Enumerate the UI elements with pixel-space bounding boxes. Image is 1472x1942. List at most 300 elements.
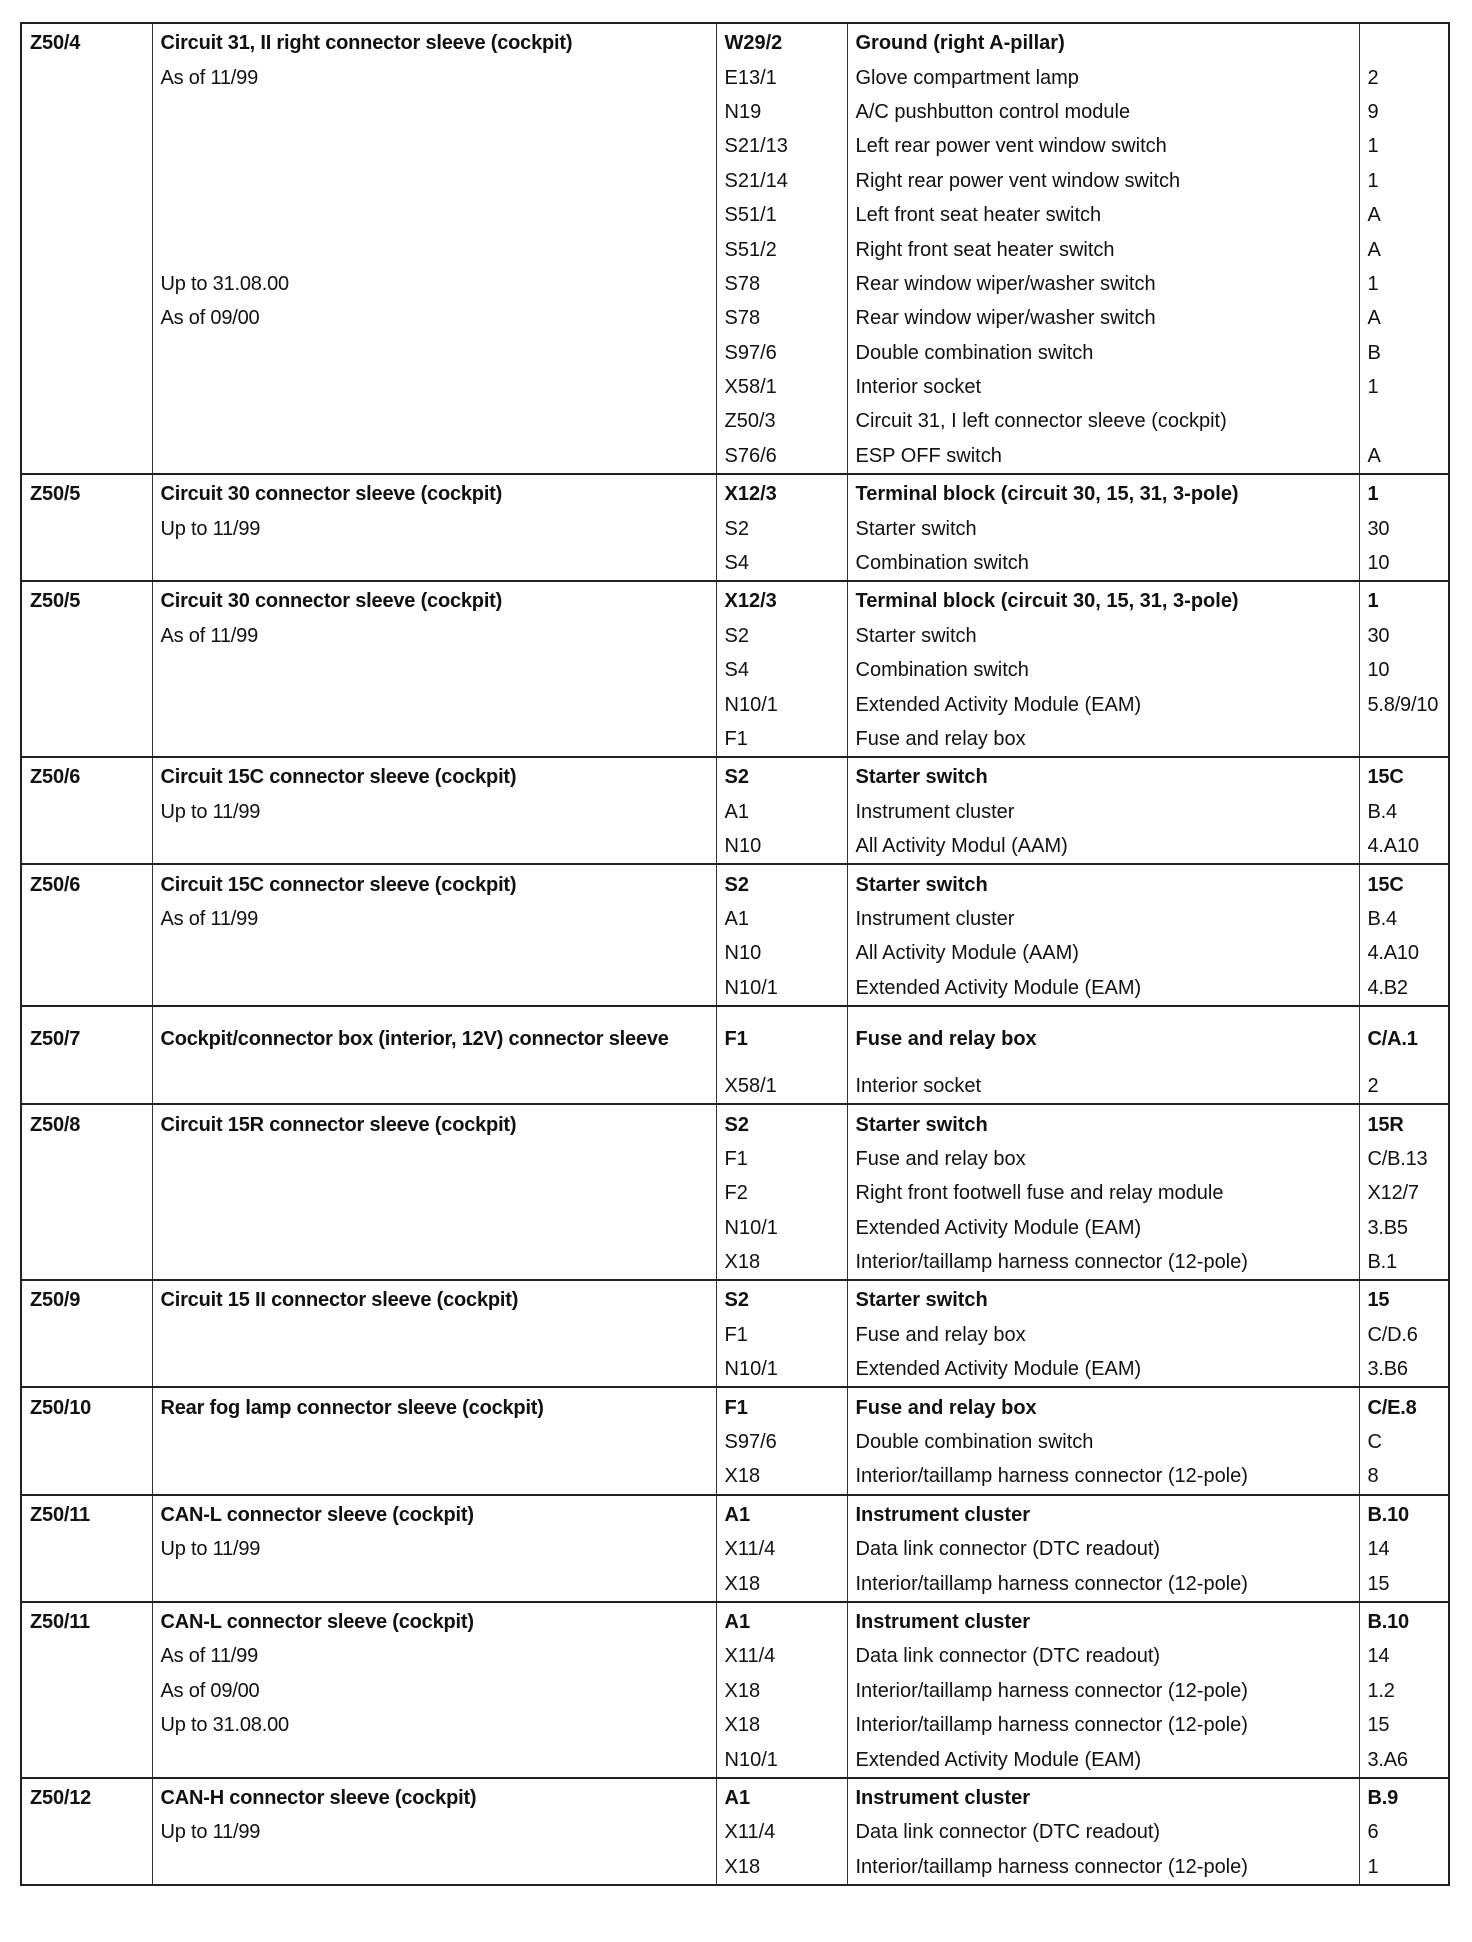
connected-name-cell: Interior socket [847, 1069, 1359, 1104]
group-header-row [21, 581, 1449, 618]
pin-cell: 30 [1359, 511, 1449, 545]
version-note-cell [152, 936, 716, 970]
pin-cell [1359, 722, 1449, 757]
component-id-cell: Z50/5 [21, 474, 152, 511]
version-note-cell [152, 1566, 716, 1601]
version-note-cell [152, 687, 716, 721]
connected-code-cell: S51/1 [716, 198, 847, 232]
version-note-cell [152, 1352, 716, 1387]
table-row [21, 267, 1449, 301]
component-id-cell [21, 511, 152, 545]
connected-name-cell: Interior/taillamp harness connector (12-pole) [847, 1674, 1359, 1708]
connected-code-cell: S4 [716, 546, 847, 581]
connected-code-cell: X12/3 [716, 474, 847, 511]
pin-cell: A [1359, 439, 1449, 474]
component-id-cell [21, 404, 152, 438]
connected-code-cell: S2 [716, 1280, 847, 1317]
table-row [21, 1176, 1449, 1210]
sleeve-description-cell: Circuit 15R connector sleeve (cockpit) [152, 1104, 716, 1141]
pin-cell: 4.A10 [1359, 936, 1449, 970]
table-row [21, 936, 1449, 970]
version-note-cell [152, 370, 716, 404]
sleeve-description-cell: Circuit 15C connector sleeve (cockpit) [152, 864, 716, 901]
connected-name-cell: Ground (right A-pillar) [847, 23, 1359, 60]
pin-cell: 15 [1359, 1566, 1449, 1601]
component-id-cell [21, 619, 152, 653]
component-group [21, 1495, 1449, 1602]
pin-cell: 4.B2 [1359, 971, 1449, 1006]
component-group [21, 1006, 1449, 1104]
connected-code-cell: X18 [716, 1708, 847, 1742]
connected-name-cell: Data link connector (DTC readout) [847, 1815, 1359, 1849]
version-note-cell [152, 1069, 716, 1104]
table-row [21, 336, 1449, 370]
version-note-cell [152, 232, 716, 266]
connected-code-cell: S4 [716, 653, 847, 687]
connected-name-cell: Rear window wiper/washer switch [847, 267, 1359, 301]
version-note-cell [152, 1176, 716, 1210]
pin-cell: 10 [1359, 653, 1449, 687]
table-row [21, 439, 1449, 474]
connected-code-cell: X11/4 [716, 1639, 847, 1673]
connected-name-cell: Starter switch [847, 1104, 1359, 1141]
component-id-cell: Z50/6 [21, 864, 152, 901]
connector-sleeve-table [20, 22, 1450, 1886]
connected-name-cell: Double combination switch [847, 336, 1359, 370]
pin-cell: C/B.13 [1359, 1142, 1449, 1176]
connected-name-cell: Data link connector (DTC readout) [847, 1532, 1359, 1566]
sleeve-description-cell: CAN-L connector sleeve (cockpit) [152, 1495, 716, 1532]
sleeve-description-cell: CAN-H connector sleeve (cockpit) [152, 1778, 716, 1815]
connected-code-cell: A1 [716, 902, 847, 936]
pin-cell: 1 [1359, 474, 1449, 511]
version-note-cell [152, 1425, 716, 1459]
version-note-cell [152, 722, 716, 757]
table-row [21, 1069, 1449, 1104]
connected-code-cell: S2 [716, 619, 847, 653]
pin-cell: C/A.1 [1359, 1006, 1449, 1069]
connected-code-cell: X12/3 [716, 581, 847, 618]
component-id-cell [21, 1639, 152, 1673]
table-row [21, 1142, 1449, 1176]
component-id-cell [21, 1708, 152, 1742]
pin-cell: 15 [1359, 1280, 1449, 1317]
pin-cell: A [1359, 232, 1449, 266]
component-id-cell [21, 1742, 152, 1777]
component-id-cell [21, 60, 152, 94]
connected-name-cell: Interior/taillamp harness connector (12-pole) [847, 1850, 1359, 1885]
connected-code-cell: S2 [716, 757, 847, 794]
table-row [21, 370, 1449, 404]
component-id-cell [21, 1532, 152, 1566]
pin-cell [1359, 23, 1449, 60]
connected-name-cell: Interior socket [847, 370, 1359, 404]
component-group [21, 1778, 1449, 1885]
table-row [21, 687, 1449, 721]
connected-code-cell: S97/6 [716, 336, 847, 370]
connected-name-cell: Rear window wiper/washer switch [847, 301, 1359, 335]
sleeve-description-cell: Circuit 15C connector sleeve (cockpit) [152, 757, 716, 794]
component-group [21, 1280, 1449, 1387]
pin-cell: 15C [1359, 864, 1449, 901]
connected-name-cell: Starter switch [847, 757, 1359, 794]
connected-name-cell: Left rear power vent window switch [847, 129, 1359, 163]
table-row [21, 1815, 1449, 1849]
pin-cell: 1 [1359, 370, 1449, 404]
connected-code-cell: N10/1 [716, 1352, 847, 1387]
sleeve-description-cell: Rear fog lamp connector sleeve (cockpit) [152, 1387, 716, 1424]
connected-code-cell: S21/13 [716, 129, 847, 163]
component-id-cell [21, 653, 152, 687]
connected-name-cell: Right rear power vent window switch [847, 164, 1359, 198]
connected-code-cell: S78 [716, 267, 847, 301]
pin-cell: B.9 [1359, 1778, 1449, 1815]
component-id-cell [21, 1425, 152, 1459]
component-id-cell [21, 1245, 152, 1280]
connected-name-cell: Combination switch [847, 653, 1359, 687]
table-row [21, 1318, 1449, 1352]
component-id-cell [21, 439, 152, 474]
component-id-cell [21, 336, 152, 370]
connected-code-cell: S76/6 [716, 439, 847, 474]
connected-code-cell: X58/1 [716, 370, 847, 404]
pin-cell [1359, 404, 1449, 438]
pin-cell: 3.B6 [1359, 1352, 1449, 1387]
component-id-cell [21, 267, 152, 301]
connected-code-cell: F1 [716, 1318, 847, 1352]
connected-code-cell: A1 [716, 1778, 847, 1815]
table-row [21, 164, 1449, 198]
version-note-cell [152, 1245, 716, 1280]
pin-cell: B.10 [1359, 1495, 1449, 1532]
component-id-cell [21, 1352, 152, 1387]
component-id-cell: Z50/11 [21, 1495, 152, 1532]
pin-cell: 10 [1359, 546, 1449, 581]
component-id-cell [21, 370, 152, 404]
pin-cell: B.4 [1359, 902, 1449, 936]
pin-cell: 1 [1359, 164, 1449, 198]
group-header-row [21, 23, 1449, 60]
connected-code-cell: A1 [716, 1495, 847, 1532]
component-id-cell: Z50/7 [21, 1006, 152, 1069]
version-note-cell: As of 11/99 [152, 1639, 716, 1673]
version-note-cell: As of 09/00 [152, 301, 716, 335]
pin-cell: 30 [1359, 619, 1449, 653]
connected-name-cell: Extended Activity Module (EAM) [847, 971, 1359, 1006]
version-note-cell: As of 09/00 [152, 1674, 716, 1708]
group-header-row [21, 474, 1449, 511]
version-note-cell [152, 95, 716, 129]
table-row [21, 619, 1449, 653]
connected-name-cell: Starter switch [847, 619, 1359, 653]
connected-name-cell: Interior/taillamp harness connector (12-pole) [847, 1708, 1359, 1742]
component-id-cell [21, 129, 152, 163]
version-note-cell [152, 129, 716, 163]
table-row [21, 1245, 1449, 1280]
connected-name-cell: Right front seat heater switch [847, 232, 1359, 266]
connected-code-cell: X18 [716, 1459, 847, 1494]
group-header-row [21, 1006, 1449, 1069]
connected-code-cell: E13/1 [716, 60, 847, 94]
table-row [21, 1639, 1449, 1673]
group-header-row [21, 757, 1449, 794]
connected-code-cell: X18 [716, 1245, 847, 1280]
table-row [21, 404, 1449, 438]
connected-name-cell: Interior/taillamp harness connector (12-pole) [847, 1566, 1359, 1601]
component-group [21, 757, 1449, 864]
component-id-cell: Z50/12 [21, 1778, 152, 1815]
version-note-cell: Up to 11/99 [152, 511, 716, 545]
table-row [21, 902, 1449, 936]
table-row [21, 546, 1449, 581]
connected-code-cell: X11/4 [716, 1532, 847, 1566]
pin-cell: 6 [1359, 1815, 1449, 1849]
pin-cell: 2 [1359, 60, 1449, 94]
component-id-cell [21, 1566, 152, 1601]
table-row [21, 1850, 1449, 1885]
table-row [21, 60, 1449, 94]
group-header-row [21, 1280, 1449, 1317]
connected-code-cell: N10 [716, 936, 847, 970]
connected-name-cell: Extended Activity Module (EAM) [847, 1211, 1359, 1245]
table-row [21, 129, 1449, 163]
connected-code-cell: S51/2 [716, 232, 847, 266]
version-note-cell: Up to 31.08.00 [152, 1708, 716, 1742]
connected-code-cell: N10/1 [716, 971, 847, 1006]
connected-code-cell: S21/14 [716, 164, 847, 198]
connected-code-cell: X58/1 [716, 1069, 847, 1104]
component-id-cell: Z50/8 [21, 1104, 152, 1141]
component-group [21, 581, 1449, 757]
connected-name-cell: Double combination switch [847, 1425, 1359, 1459]
connected-code-cell: F1 [716, 722, 847, 757]
group-header-row [21, 864, 1449, 901]
component-id-cell [21, 1674, 152, 1708]
version-note-cell [152, 971, 716, 1006]
component-group [21, 864, 1449, 1006]
component-id-cell [21, 1176, 152, 1210]
connected-code-cell: N19 [716, 95, 847, 129]
connected-code-cell: S2 [716, 864, 847, 901]
connected-name-cell: Starter switch [847, 511, 1359, 545]
table-row [21, 198, 1449, 232]
connected-name-cell: Fuse and relay box [847, 1142, 1359, 1176]
sleeve-description-cell: Circuit 15 II connector sleeve (cockpit) [152, 1280, 716, 1317]
connected-name-cell: Instrument cluster [847, 795, 1359, 829]
table-row [21, 301, 1449, 335]
group-header-row [21, 1602, 1449, 1639]
pin-cell: B.10 [1359, 1602, 1449, 1639]
connected-name-cell: Fuse and relay box [847, 1318, 1359, 1352]
connected-name-cell: ESP OFF switch [847, 439, 1359, 474]
pin-cell: 14 [1359, 1639, 1449, 1673]
connected-name-cell: Terminal block (circuit 30, 15, 31, 3-pole) [847, 474, 1359, 511]
component-id-cell [21, 232, 152, 266]
connected-name-cell: Starter switch [847, 1280, 1359, 1317]
table-row [21, 232, 1449, 266]
component-id-cell: Z50/5 [21, 581, 152, 618]
pin-cell: B.1 [1359, 1245, 1449, 1280]
connected-name-cell: Extended Activity Module (EAM) [847, 687, 1359, 721]
connected-code-cell: S2 [716, 1104, 847, 1141]
table-row [21, 971, 1449, 1006]
connected-name-cell: Interior/taillamp harness connector (12-pole) [847, 1245, 1359, 1280]
sleeve-description-cell: CAN-L connector sleeve (cockpit) [152, 1602, 716, 1639]
pin-cell: 4.A10 [1359, 829, 1449, 864]
component-group [21, 23, 1449, 474]
version-note-cell [152, 1318, 716, 1352]
pin-cell: 3.B5 [1359, 1211, 1449, 1245]
connected-name-cell: Instrument cluster [847, 902, 1359, 936]
component-id-cell [21, 1850, 152, 1885]
table-row [21, 795, 1449, 829]
version-note-cell [152, 198, 716, 232]
version-note-cell [152, 404, 716, 438]
table-row [21, 1352, 1449, 1387]
group-header-row [21, 1778, 1449, 1815]
table-row [21, 722, 1449, 757]
connected-name-cell: Left front seat heater switch [847, 198, 1359, 232]
connected-code-cell: W29/2 [716, 23, 847, 60]
connected-name-cell: All Activity Module (AAM) [847, 936, 1359, 970]
pin-cell: B [1359, 336, 1449, 370]
component-id-cell [21, 164, 152, 198]
component-id-cell [21, 1815, 152, 1849]
connected-name-cell: Glove compartment lamp [847, 60, 1359, 94]
connected-name-cell: Extended Activity Module (EAM) [847, 1742, 1359, 1777]
component-id-cell: Z50/6 [21, 757, 152, 794]
group-header-row [21, 1495, 1449, 1532]
version-note-cell [152, 1742, 716, 1777]
connected-code-cell: N10/1 [716, 687, 847, 721]
version-note-cell: Up to 11/99 [152, 795, 716, 829]
component-group [21, 474, 1449, 581]
sleeve-description-cell: Circuit 31, II right connector sleeve (cockpit) [152, 23, 716, 60]
version-note-cell [152, 546, 716, 581]
version-note-cell [152, 336, 716, 370]
connected-code-cell: S97/6 [716, 1425, 847, 1459]
version-note-cell [152, 653, 716, 687]
connected-name-cell: All Activity Modul (AAM) [847, 829, 1359, 864]
table-row [21, 1532, 1449, 1566]
component-id-cell: Z50/10 [21, 1387, 152, 1424]
connected-name-cell: Fuse and relay box [847, 722, 1359, 757]
table-row [21, 511, 1449, 545]
connected-code-cell: A1 [716, 1602, 847, 1639]
pin-cell: 9 [1359, 95, 1449, 129]
component-id-cell [21, 1318, 152, 1352]
version-note-cell [152, 164, 716, 198]
connected-code-cell: N10/1 [716, 1211, 847, 1245]
connected-name-cell: Fuse and relay box [847, 1387, 1359, 1424]
component-id-cell [21, 902, 152, 936]
pin-cell: A [1359, 301, 1449, 335]
component-id-cell [21, 971, 152, 1006]
pin-cell: 1 [1359, 129, 1449, 163]
component-id-cell [21, 829, 152, 864]
pin-cell: A [1359, 198, 1449, 232]
component-id-cell [21, 936, 152, 970]
table-row [21, 1708, 1449, 1742]
connected-name-cell: Instrument cluster [847, 1778, 1359, 1815]
component-id-cell: Z50/4 [21, 23, 152, 60]
component-id-cell [21, 795, 152, 829]
component-id-cell: Z50/11 [21, 1602, 152, 1639]
connected-name-cell: Terminal block (circuit 30, 15, 31, 3-pole) [847, 581, 1359, 618]
connected-name-cell: Combination switch [847, 546, 1359, 581]
table-row [21, 1674, 1449, 1708]
version-note-cell [152, 1142, 716, 1176]
connected-code-cell: A1 [716, 795, 847, 829]
connected-name-cell: Instrument cluster [847, 1602, 1359, 1639]
version-note-cell: Up to 11/99 [152, 1815, 716, 1849]
version-note-cell: As of 11/99 [152, 60, 716, 94]
pin-cell: 15R [1359, 1104, 1449, 1141]
connected-code-cell: F1 [716, 1142, 847, 1176]
component-id-cell [21, 1142, 152, 1176]
component-id-cell [21, 687, 152, 721]
version-note-cell [152, 1211, 716, 1245]
table-row [21, 829, 1449, 864]
connected-code-cell: S2 [716, 511, 847, 545]
connected-code-cell: X18 [716, 1674, 847, 1708]
connected-name-cell: Data link connector (DTC readout) [847, 1639, 1359, 1673]
pin-cell: 1 [1359, 581, 1449, 618]
pin-cell: C/E.8 [1359, 1387, 1449, 1424]
table-row [21, 1566, 1449, 1601]
pin-cell: C [1359, 1425, 1449, 1459]
connected-code-cell: X11/4 [716, 1815, 847, 1849]
connected-code-cell: N10 [716, 829, 847, 864]
version-note-cell: Up to 31.08.00 [152, 267, 716, 301]
component-id-cell [21, 301, 152, 335]
connected-code-cell: Z50/3 [716, 404, 847, 438]
connected-name-cell: Extended Activity Module (EAM) [847, 1352, 1359, 1387]
version-note-cell [152, 1850, 716, 1885]
version-note-cell: As of 11/99 [152, 619, 716, 653]
connected-code-cell: F2 [716, 1176, 847, 1210]
pin-cell: 2 [1359, 1069, 1449, 1104]
component-id-cell [21, 546, 152, 581]
connected-name-cell: Interior/taillamp harness connector (12-pole) [847, 1459, 1359, 1494]
pin-cell: 15 [1359, 1708, 1449, 1742]
component-id-cell [21, 722, 152, 757]
sleeve-description-cell: Circuit 30 connector sleeve (cockpit) [152, 474, 716, 511]
pin-cell: X12/7 [1359, 1176, 1449, 1210]
connected-code-cell: F1 [716, 1006, 847, 1069]
pin-cell: 1 [1359, 267, 1449, 301]
component-group [21, 1104, 1449, 1280]
component-group [21, 1602, 1449, 1778]
component-id-cell [21, 95, 152, 129]
sleeve-description-cell: Cockpit/connector box (interior, 12V) connector sleeve [152, 1006, 716, 1069]
connected-name-cell: Starter switch [847, 864, 1359, 901]
table-row [21, 1425, 1449, 1459]
connected-code-cell: S78 [716, 301, 847, 335]
version-note-cell [152, 829, 716, 864]
connected-code-cell: N10/1 [716, 1742, 847, 1777]
pin-cell: 15C [1359, 757, 1449, 794]
pin-cell: 5.8/9/10 [1359, 687, 1449, 721]
pin-cell: 1.2 [1359, 1674, 1449, 1708]
connected-code-cell: F1 [716, 1387, 847, 1424]
table-row [21, 95, 1449, 129]
version-note-cell: As of 11/99 [152, 902, 716, 936]
pin-cell: 14 [1359, 1532, 1449, 1566]
version-note-cell [152, 439, 716, 474]
table-row [21, 653, 1449, 687]
component-group [21, 1387, 1449, 1494]
